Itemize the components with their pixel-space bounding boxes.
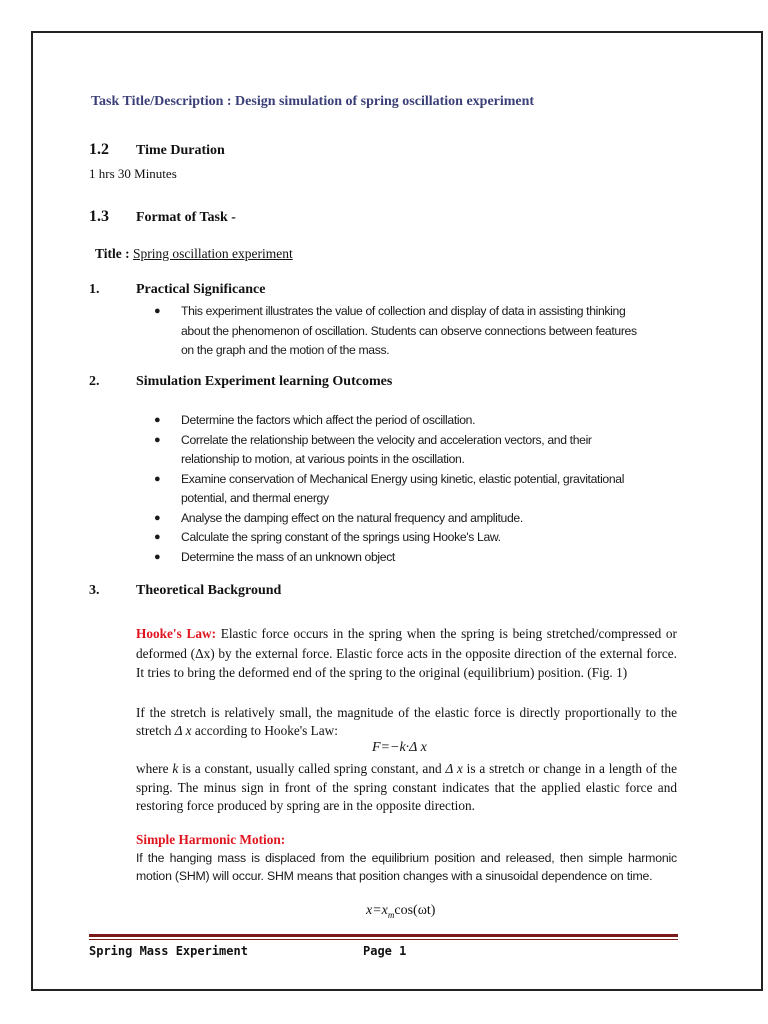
shm-label: Simple Harmonic Motion: [136,832,286,847]
section-1-2-header [89,141,225,159]
time-duration-value: 1 hrs 30 Minutes [89,166,177,181]
practical-heading: Practical Significance [136,282,266,297]
delta-x-symbol: Δ x [174,723,192,738]
bullet-icon: ● [154,472,161,485]
hooke-label: Hooke's Law: [136,626,217,641]
list-item-text: potential, and thermal energy [181,491,329,505]
list-item [154,302,714,361]
list-item-text: Determine the factors which affect the period of oscillation. [181,413,476,427]
footer-rule [89,934,678,937]
shm-formula-sub: m [387,909,395,920]
section-heading: Format of Task - [136,210,236,225]
list-item-text: about the phenomenon of oscillation. Students can observe connections between features [181,323,637,338]
list-item-text: on the graph and the motion of the mass. [181,343,390,357]
shm-heading [136,830,285,850]
bullet-icon: ● [154,550,161,563]
bullet-icon: ● [154,433,161,446]
shm-formula-rest: cos(ωt) [394,903,436,918]
list-item [154,411,714,431]
list-item [154,470,714,509]
section-heading: Time Duration [136,143,225,158]
shm-formula [366,903,435,920]
list-item-text: Determine the mass of an unknown object [181,549,395,564]
bullet-icon: ● [154,511,161,524]
hooke-p2-text: If the stretch is relatively small, the magnitude of the elastic force is directly proportionally to the stretch [136,705,677,738]
practical-bullet-list [154,302,714,361]
footer-page-number: Page 1 [363,944,407,958]
list-item-text: Correlate the relationship between the velocity and acceleration vectors, and their [181,432,592,447]
outcomes-bullet-list [154,411,714,567]
list-item [154,431,714,470]
list-item-text: Examine conservation of Mechanical Energy using kinetic, elastic potential, gravitational [181,471,625,486]
shm-formula-x: x=x [366,903,388,918]
list-item [154,509,714,529]
list-item [154,528,714,548]
title-value: Spring oscillation experiment [133,246,293,261]
k-symbol: k [172,761,179,776]
outcomes-heading: Simulation Experiment learning Outcomes [136,374,393,389]
theory-heading: Theoretical Background [136,583,282,598]
outcomes-number: 2. [89,374,100,389]
title-label: Title : [95,246,130,261]
section-1-3-header [89,208,236,226]
hooke-p3-text-end: is a stretch or change in a length of the spring. The minus sign in front of the spring constant indicates that the applied elastic force and restoring force produced by spring are in the opposite direction. [136,761,677,813]
footer-doc-title: Spring Mass Experiment [89,944,248,958]
hooke-formula: F=−k·Δ x [372,740,427,755]
theory-number: 3. [89,583,100,598]
list-item-text: Analyse the damping effect on the natural frequency and amplitude. [181,510,523,525]
section-number: 1.3 [89,208,109,225]
hooke-p3-text-mid: is a constant, usually called spring constant, and [178,761,446,776]
list-item [154,548,714,568]
hooke-paragraph-1 [136,624,677,683]
task-title: Task Title/Description : Design simulation of spring oscillation experiment [91,94,535,109]
list-item-text: relationship to motion, at various points in the oscillation. [181,452,465,466]
list-item-text: This experiment illustrates the value of collection and display of data in assisting thinking [181,304,626,318]
bullet-icon: ● [154,531,161,543]
section-number: 1.2 [89,141,109,158]
delta-x-symbol: Δ x [445,761,463,776]
hooke-p3-text: where [136,761,173,776]
hooke-text: Elastic force occurs in the spring when the spring is being stretched/compressed or deformed (Δx) by the external force. Elastic force acts in the opposite direction of the external force. It tries to bring the deformed end of the spring to the original (equilibrium) position. (Fig. 1) [136,626,677,680]
bullet-icon: ● [154,305,161,317]
shm-paragraph: If the hanging mass is displaced from the equilibrium position and released, then simple harmonic motion (SHM) will occur. SHM means that position changes with a sinusoidal dependence on time. [136,851,677,884]
list-item-text: Calculate the spring constant of the springs using Hooke's Law. [181,530,501,544]
title-line [95,246,293,262]
hooke-paragraph-3 [136,760,677,816]
hooke-paragraph-2 [136,704,677,740]
practical-number: 1. [89,282,100,297]
hooke-p2-text-end: according to Hooke's Law: [191,723,338,738]
footer-rule-thin [89,939,678,940]
bullet-icon: ● [154,414,161,426]
